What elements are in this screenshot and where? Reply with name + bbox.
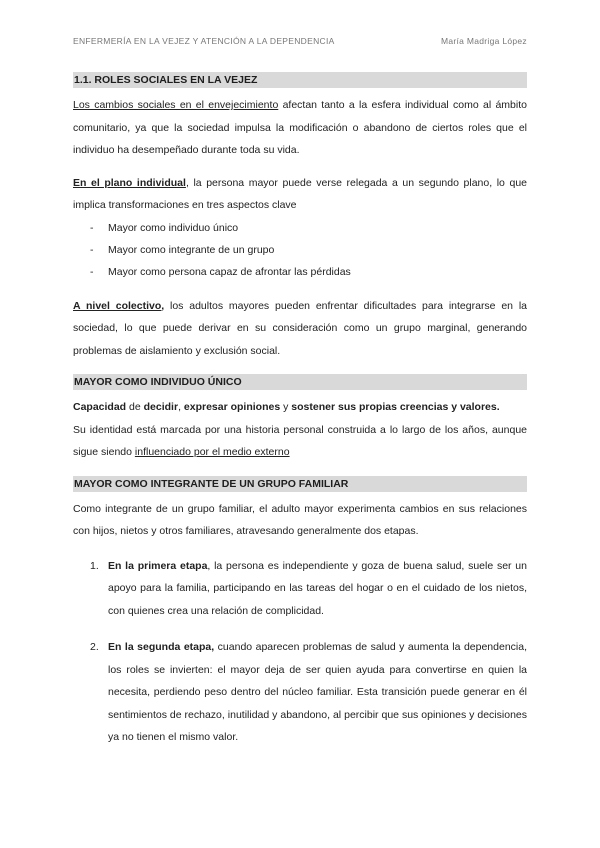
underlined-phrase: Los cambios sociales en el envejecimiento (73, 99, 279, 111)
paragraph-identidad (73, 419, 527, 464)
bold-text: sostener sus propias creencias y valores. (291, 401, 500, 413)
list-item-stage-2 (73, 636, 527, 749)
list-number: 1. (90, 559, 99, 572)
paragraph-text: los adultos mayores pueden enfrentar dificultades para integrarse en la sociedad, lo que puede derivar en su consideración como un grupo marginal, generando problemas de aislamiento y exclusión social. (73, 299, 527, 357)
paragraph-intro-familiar: Como integrante de un grupo familiar, el adulto mayor experimenta cambios en sus relaciones con hijos, nietos y otros familiares, atravesando generalmente dos etapas. (73, 502, 527, 537)
paragraph-text: cuando aparecen problemas de salud y aumenta la dependencia, los roles se invierten: el mayor deja de ser quien ayuda para convertirse en quien la necesita, perdiendo peso dentro del núcleo familiar. Esta transición puede generar en él sentimientos de rechazo, inutilidad y abandono, al percibir que sus opiniones y decisiones ya no tienen el mismo valor. (108, 641, 527, 743)
section-heading-individuo-unico: MAYOR COMO INDIVIDUO ÚNICO (73, 374, 527, 390)
section-heading-grupo-familiar: MAYOR COMO INTEGRANTE DE UN GRUPO FAMILIAR (73, 476, 527, 492)
paragraph-text: , la persona mayor puede verse relegada a un segundo plano, lo que implica transformaciones en tres aspectos clave (73, 176, 527, 211)
underlined-bold-phrase: A nivel colectivo, (73, 299, 165, 312)
paragraph-text: , la persona es independiente y goza de buena salud, suele ser un apoyo para la familia, participando en las tareas del hogar o en el cuidado de los nietos, con quienes crea una relación de complicidad. (108, 559, 527, 617)
paragraph-plano-individual (73, 172, 527, 217)
plain-text: y (280, 401, 292, 413)
paragraph-cambios-sociales (73, 94, 527, 162)
stages-list (73, 555, 527, 749)
plain-text: , (178, 401, 184, 413)
paragraph-text: afectan tanto a la esfera individual como al ámbito comunitario, ya que la sociedad impulsa la modificación o abandono de ciertos roles que el individuo ha desempeñado durante toda su vida. (73, 99, 527, 156)
header-author: María Madriga López (440, 36, 527, 46)
bold-text: expresar opiniones (183, 401, 281, 413)
page-header (73, 36, 527, 46)
list-item-stage-1 (73, 555, 527, 623)
paragraph-nivel-colectivo (73, 295, 527, 363)
bold-text: En la segunda etapa, (108, 641, 215, 653)
paragraph-capacidad (73, 396, 527, 419)
bold-text: decidir (143, 401, 179, 413)
paragraph-text: Su identidad está marcada por una historia personal construida a lo largo de los años, aunque sigue siendo (73, 423, 527, 458)
bold-text: En la primera etapa (108, 559, 208, 572)
bold-text: Capacidad (73, 401, 127, 413)
aspects-list (73, 217, 527, 283)
list-item: - Mayor como individuo único (73, 217, 527, 239)
header-course-title: ENFERMERÍA EN LA VEJEZ Y ATENCIÓN A LA DEPENDENCIA (73, 36, 335, 46)
list-item: - Mayor como integrante de un grupo (73, 239, 527, 261)
underlined-bold-phrase: En el plano individual (73, 176, 186, 189)
section-heading-roles-sociales: 1.1. ROLES SOCIALES EN LA VEJEZ (73, 72, 527, 88)
page-content (73, 72, 527, 763)
underlined-phrase: influenciado por el medio externo (134, 446, 290, 458)
plain-text: de (126, 401, 144, 413)
list-item: - Mayor como persona capaz de afrontar las pérdidas (73, 261, 527, 283)
list-number: 2. (90, 641, 99, 653)
